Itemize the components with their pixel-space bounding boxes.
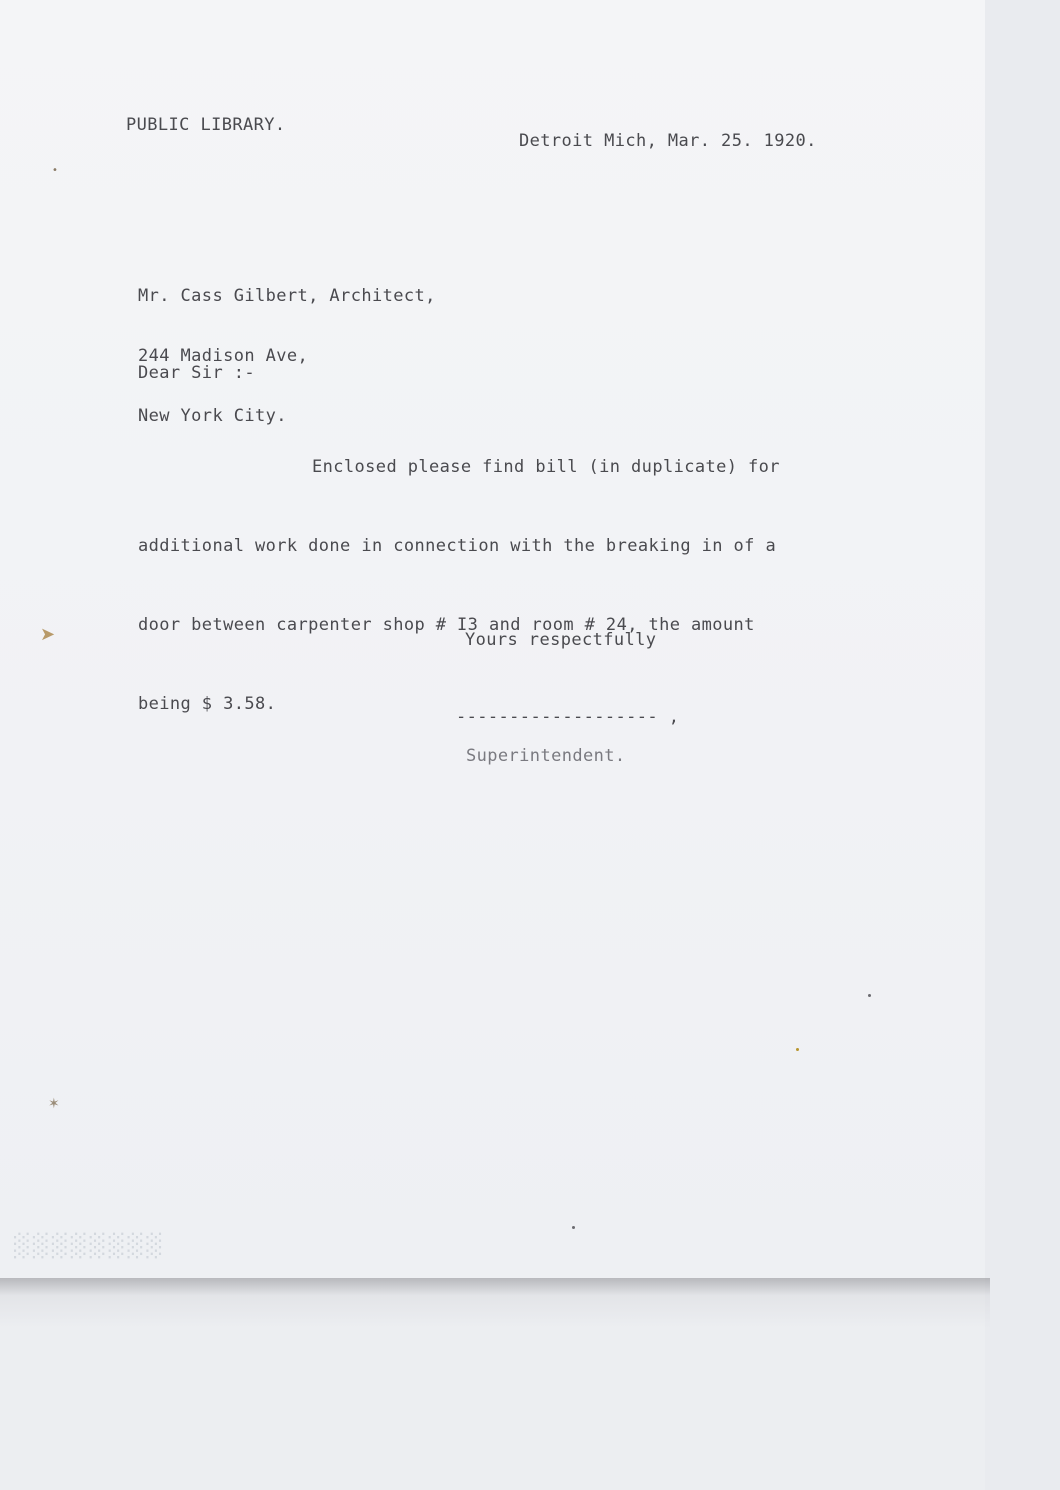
pencil-annotation: ░░░░░░░░ — [14, 1232, 166, 1257]
paper-fleck-icon: • — [52, 165, 58, 176]
body-line: being $ 3.58. — [138, 694, 277, 714]
sheet-edge-shadow — [0, 1278, 990, 1328]
closing: Yours respectfully — [465, 630, 657, 650]
salutation: Dear Sir :- — [138, 363, 255, 383]
recipient-line-name: Mr. Cass Gilbert, Architect, — [138, 286, 436, 306]
recipient-line-street: 244 Madison Ave, — [138, 346, 309, 366]
signature-line: ------------------- , — [456, 707, 680, 727]
paper-fleck-icon: ✶ — [48, 1096, 60, 1112]
body-line: additional work done in connection with the breaking in of a — [138, 536, 777, 556]
recipient-line-city: New York City. — [138, 406, 287, 426]
paper-speck — [796, 1048, 799, 1051]
tape-mark-icon: ➤ — [40, 624, 56, 645]
body-line: door between carpenter shop # I3 and room # 24, the amount — [138, 615, 755, 635]
body-line: Enclosed please find bill (in duplicate) for — [312, 457, 780, 477]
letterhead: PUBLIC LIBRARY. — [126, 115, 286, 135]
paper-speck — [572, 1226, 575, 1229]
scan-background — [985, 0, 1060, 1490]
paper-speck — [868, 994, 871, 997]
dateline: Detroit Mich, Mar. 25. 1920. — [519, 131, 817, 151]
signer-title: Superintendent. — [466, 746, 626, 766]
